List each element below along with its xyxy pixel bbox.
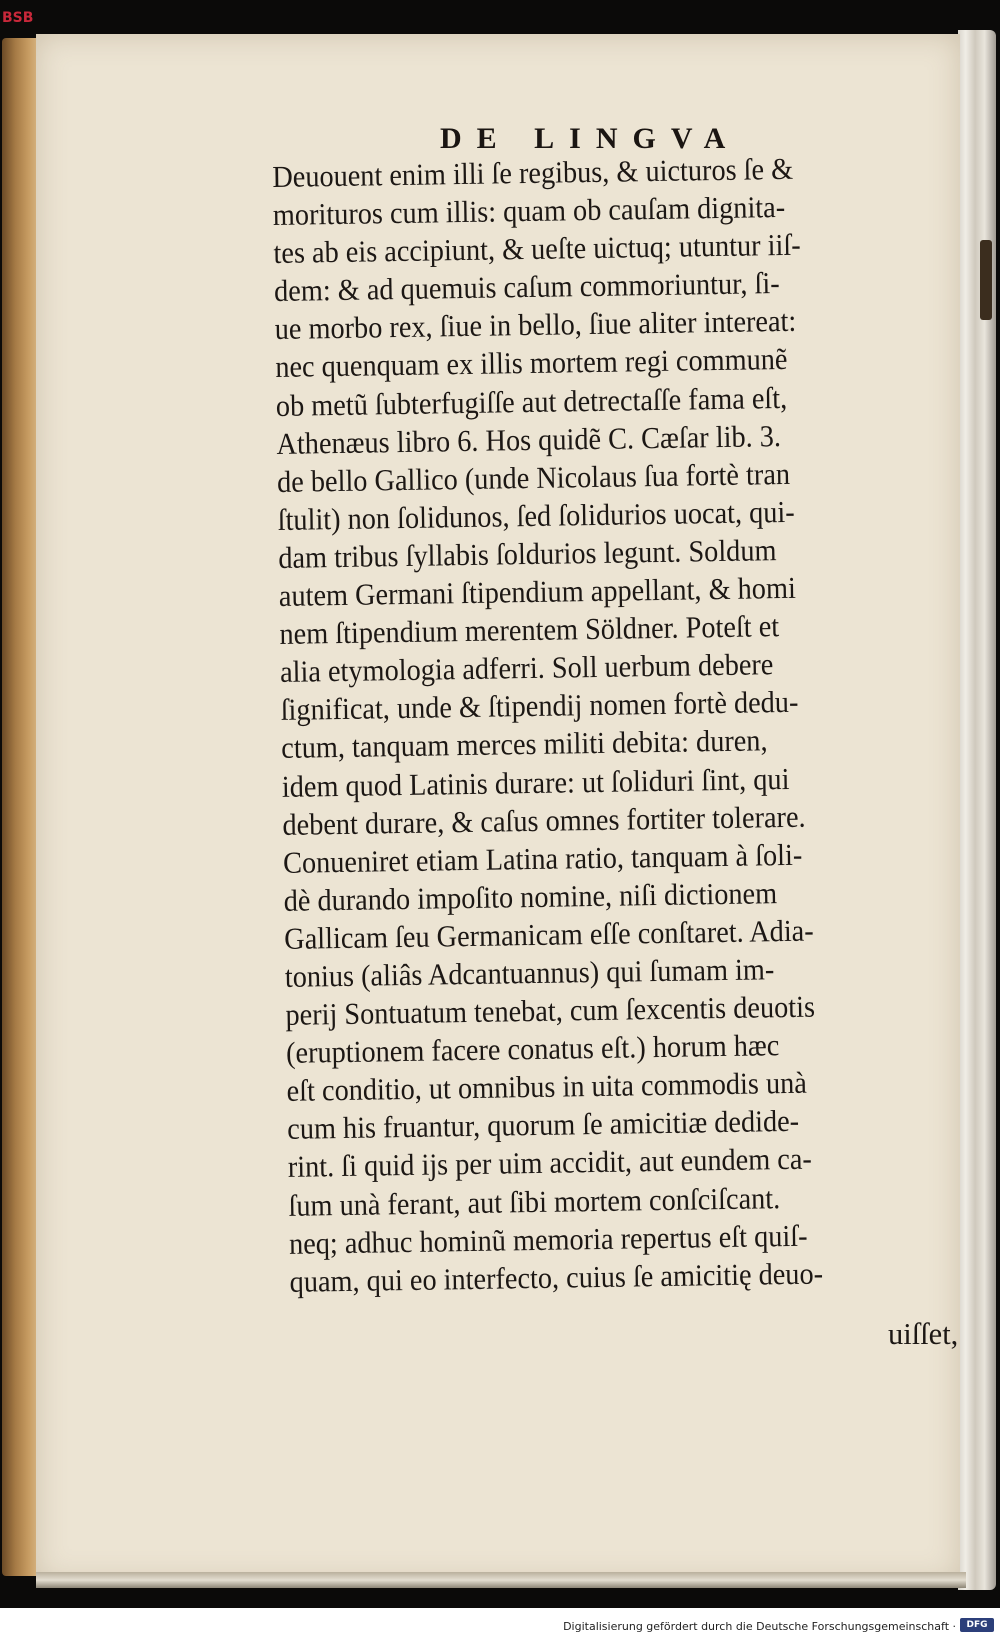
text-line: (eruptionem facere conatus eſt.) horum hæc — [285, 1028, 780, 1071]
text-line: nec quenquam ex illis mortem regi communẽ — [275, 342, 788, 385]
library-logo: BSB — [2, 10, 34, 26]
text-line: alia etymologia adferri. Soll uerbum debere — [279, 647, 774, 690]
running-head: DE LINGVA — [440, 122, 741, 155]
text-line: perij Sontuatum tenebat, cum ſexcentis deuotis — [285, 989, 816, 1032]
text-line: de bello Gallico (unde Nicolaus ſua fortè tran — [276, 456, 791, 499]
text-line: rint. ſi quid ijs per uim accidit, aut eundem ca- — [287, 1142, 813, 1185]
text-line: tes ab eis accipiunt, & ueſte uictuq; utuntur iiſ- — [273, 227, 801, 271]
text-line: cum his fruantur, quorum ſe amicitiæ dedide- — [286, 1104, 800, 1147]
text-line: idem quod Latinis durare: ut ſoliduri ſint, qui — [281, 761, 790, 804]
text-line: Deuouent enim illi ſe regibus, & uicturos ſe & — [272, 151, 794, 194]
catchword: uiſſet, — [888, 1317, 959, 1351]
text-line: nem ſtipendium merentem Söldner. Poteſt et — [279, 609, 780, 652]
text-line: tonius (aliâs Adcantuannus) qui ſumam im- — [284, 952, 775, 994]
text-line: Conueniret etiam Latina ratio, tanquam à ſoli- — [282, 837, 803, 880]
text-line: neq; adhuc hominũ memoria repertus eſt quiſ- — [288, 1218, 808, 1261]
text-line: dè durando impoſito nomine, niſi dictionem — [283, 875, 778, 918]
book-spine-edge — [2, 38, 40, 1576]
text-line: ue morbo rex, ſiue in bello, ſiue aliter intereat: — [274, 304, 797, 347]
text-line: quam, qui eo interfecto, cuius ſe amicitię deuo- — [289, 1256, 824, 1299]
page-tab-marker — [980, 240, 992, 320]
text-line: dem: & ad quemuis caſum commoriuntur, ſi- — [273, 266, 780, 309]
funding-credit: Digitalisierung gefördert durch die Deutsche Forschungsgemeinschaft · — [563, 1620, 956, 1633]
text-line: Gallicam ſeu Germanicam eſſe conſtaret. Adia- — [283, 913, 814, 956]
text-line: eſt conditio, ut omnibus in uita commodis unà — [286, 1065, 808, 1109]
text-line: ctum, tanquam merces militi debita: duren, — [281, 723, 768, 766]
text-line: morituros cum illis: quam ob cauſam dignita- — [272, 190, 786, 233]
text-line: ſum unà ferant, aut ſibi mortem conſciſcant. — [288, 1180, 781, 1223]
dfg-logo: DFG — [960, 1618, 994, 1632]
text-line: ſtulit) non ſolidunos, ſed ſolidurios uocat, qui- — [277, 494, 795, 537]
text-line: ſignificat, unde & ſtipendij nomen fortè dedu- — [280, 685, 799, 728]
page-text-block — [272, 147, 980, 1301]
text-line: ob metũ ſubterfugiſſe aut detrectaſſe fama eſt, — [275, 380, 788, 423]
text-line: Athenæus libro 6. Hos quidẽ C. Cæſar lib. 3. — [276, 418, 782, 461]
text-line: dam tribus ſyllabis ſoldurios legunt. Soldum — [278, 533, 777, 575]
text-line: autem Germani ſtipendium appellant, & homi — [278, 570, 797, 613]
book-bottom-edge — [36, 1572, 966, 1588]
text-line: debent durare, & caſus omnes fortiter tolerare. — [282, 799, 806, 842]
